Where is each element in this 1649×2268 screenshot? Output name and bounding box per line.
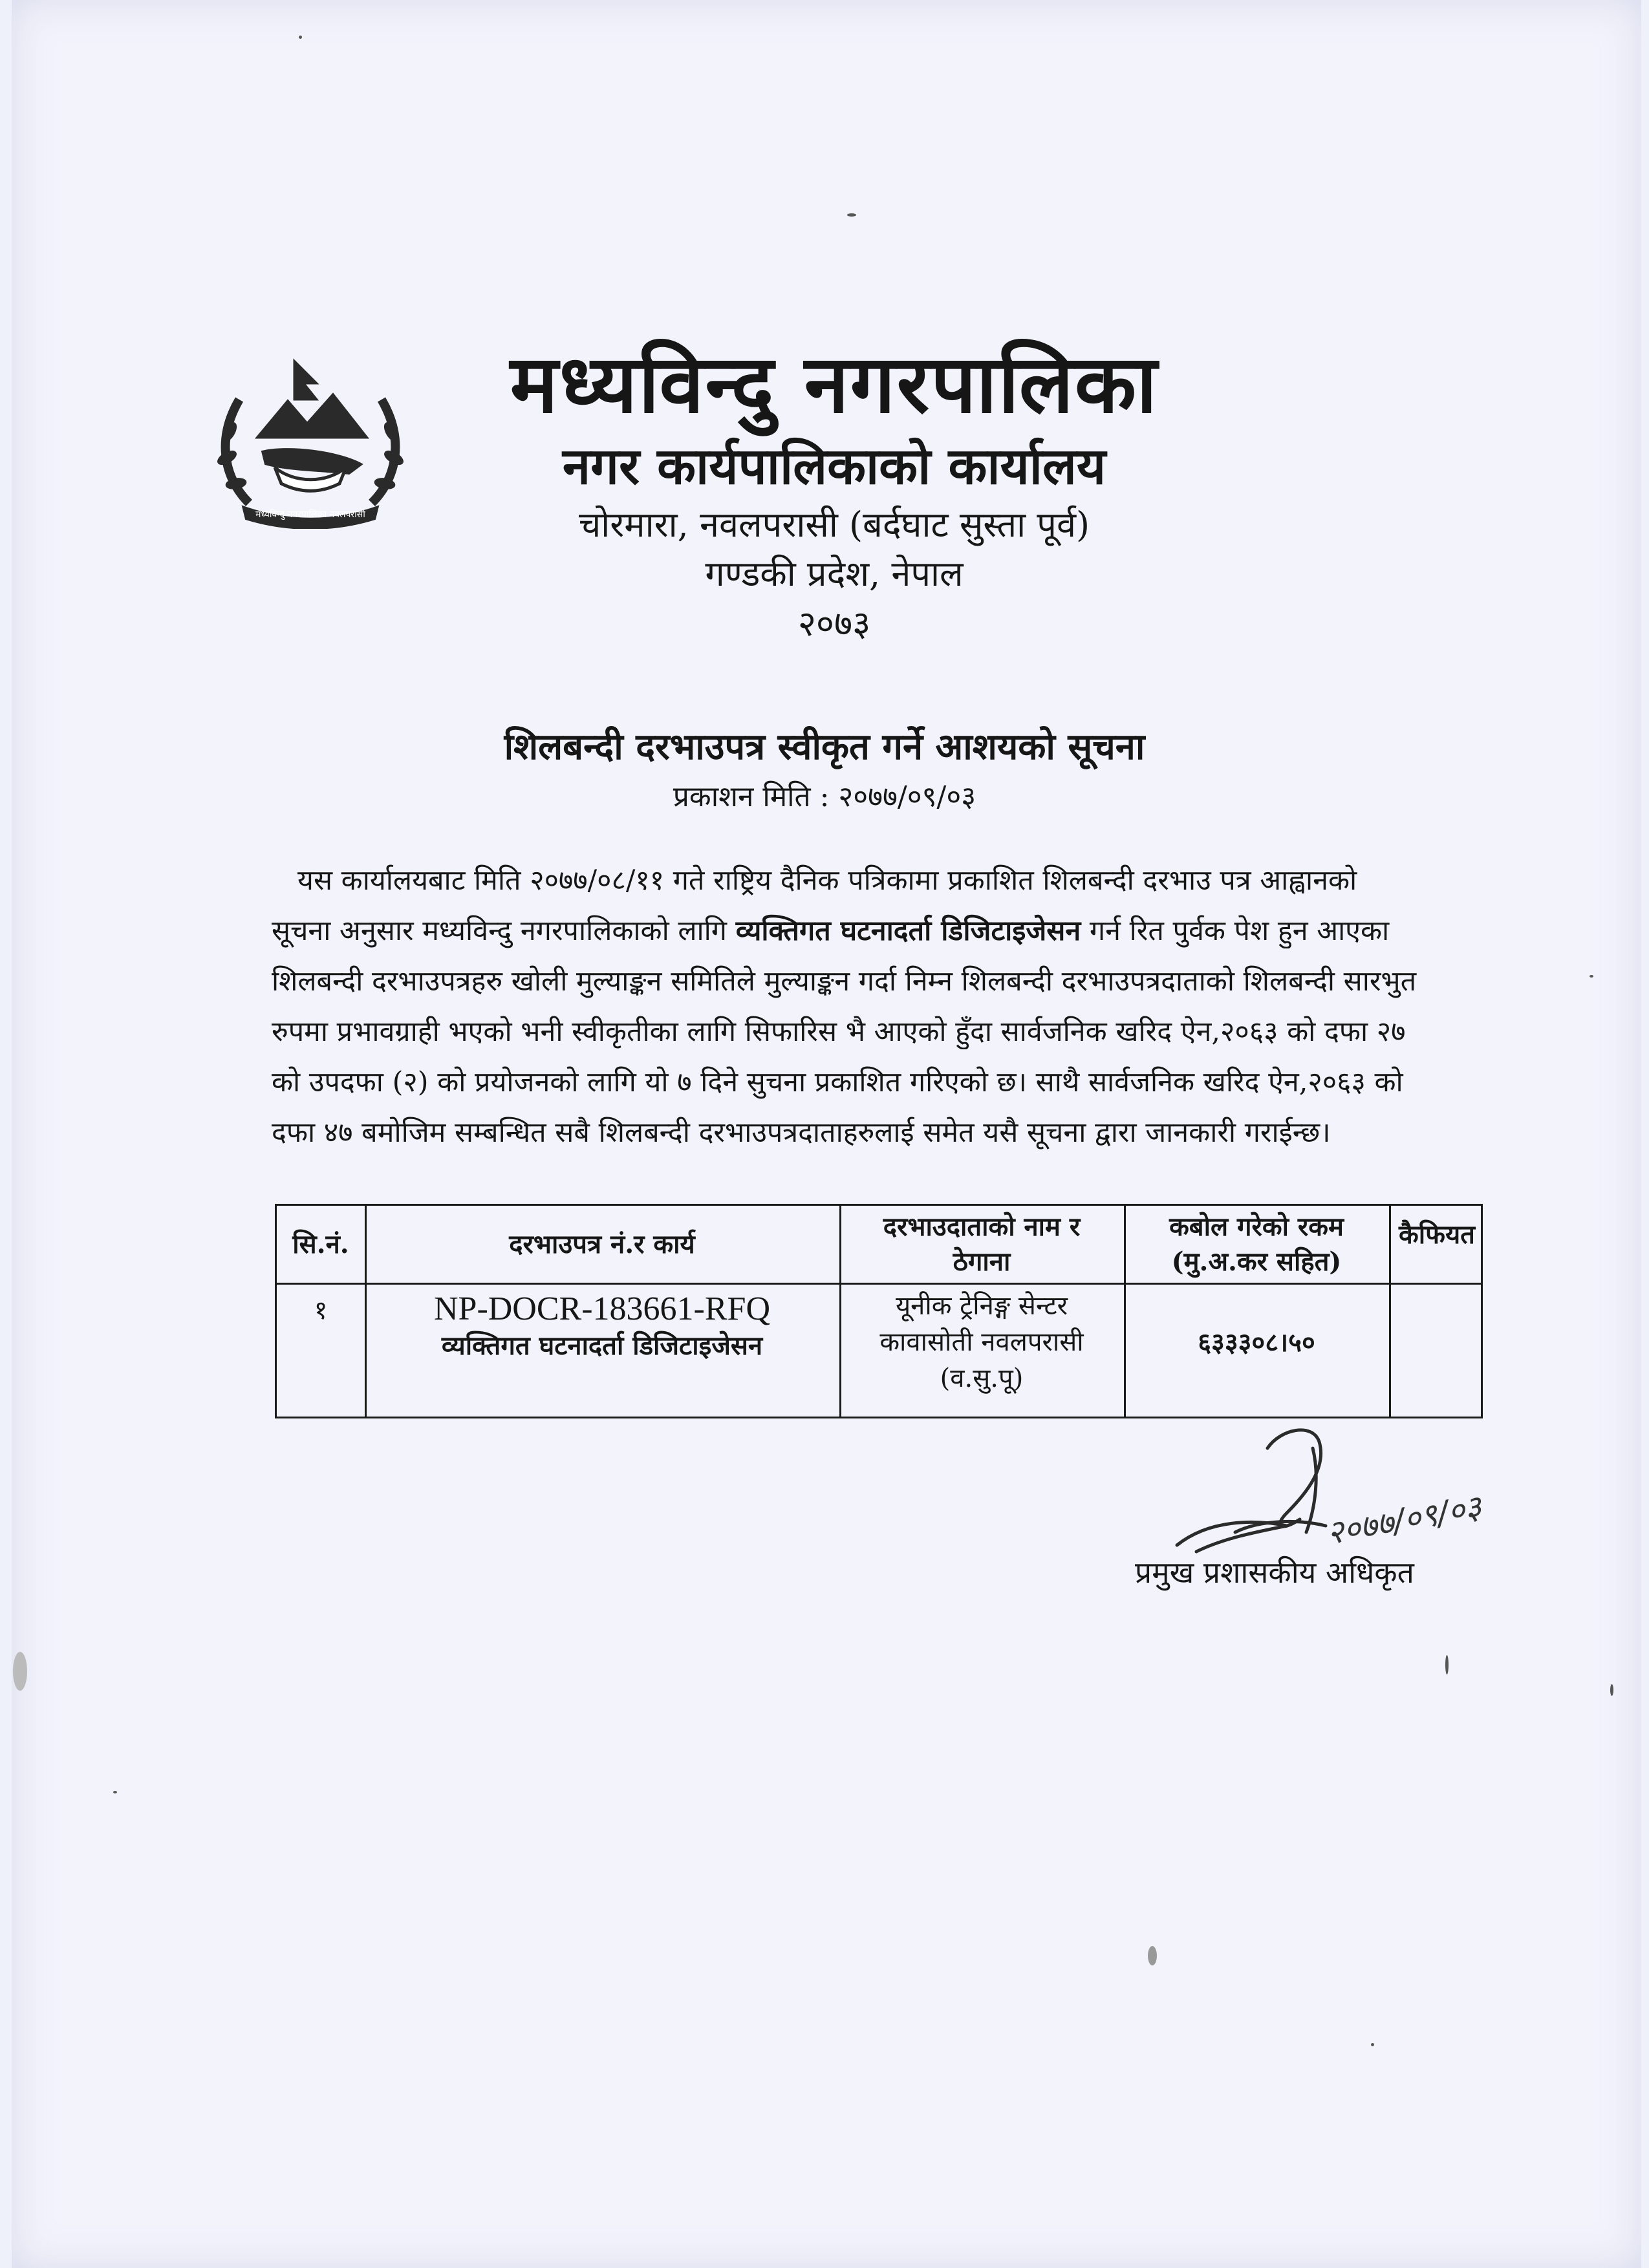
row-bidder-name: यूनीक ट्रेनिङ्ग सेन्टर (895, 1291, 1068, 1321)
scan-speck (113, 1791, 117, 1793)
header-remarks: कैफियत (1399, 1219, 1475, 1250)
body-line-4: रुपमा प्रभावग्राही भएको भनी स्वीकृतीका लागि सिफारिस भै आएको हुँदा सार्वजनिक खरिद ऐन,२०६३ को दफा २७ (272, 1016, 1406, 1048)
body-line-1: यस कार्यालयबाट मिति २०७७/०८/११ गते राष्ट्रिय दैनिक पत्रिकामा प्रकाशित शिलबन्दी दरभाउ पत्र आह्वानको (297, 864, 1357, 897)
scan-speck (1371, 2043, 1374, 2046)
row-bidder-address: कावासोती नवलपरासी (879, 1327, 1084, 1357)
body-line-6: दफा ४७ बमोजिम सम्बन्धित सबै शिलबन्दी दरभाउपत्रदाताहरुलाई समेत यसै सूचना द्वारा जानकारी गराईन्छ। (272, 1117, 1331, 1149)
project-name-highlight: व्यक्तिगत घटनादर्ता डिजिटाइजेसन (735, 915, 1081, 947)
body-line-3: शिलबन्दी दरभाउपत्रहरु खोली मुल्याङ्कन समितिले मुल्याङ्कन गर्दा निम्न शिलबन्दी दरभाउपत्रदाताको शिलबन्दी सारभुत (272, 965, 1417, 998)
header-sn: सि.नं. (292, 1229, 349, 1259)
scan-speck (847, 213, 856, 217)
notice-title: शिलबन्दी दरभाउपत्र स्वीकृत गर्ने आशयको सूचना (504, 725, 1145, 768)
row-sn: १ (314, 1296, 328, 1325)
office-address: चोरमारा, नवलपरासी (बर्दघाट सुस्ता पूर्व) (578, 504, 1090, 545)
government-emblem-icon (210, 354, 411, 529)
row-amount: ६३३३०८।५० (1198, 1327, 1315, 1358)
scan-speck (13, 1652, 27, 1691)
scan-speck (1610, 1684, 1613, 1696)
scan-speck (1590, 975, 1593, 978)
header-bidder-line2: ठेगाना (953, 1246, 1011, 1277)
header-bidder-line1: दरभाउदाताको नाम र (883, 1212, 1081, 1242)
body-line-2 (272, 910, 1500, 948)
establishment-year: २०७३ (797, 603, 871, 644)
row-contract-number: NP-DOCR-183661-RFQ (433, 1290, 771, 1327)
province-country: गण्डकी प्रदेश, नेपाल (705, 553, 964, 594)
row-bidder-region: (व.सु.पू) (940, 1364, 1024, 1393)
table-header-divider (277, 1283, 1481, 1285)
officer-title: प्रमुख प्रशासकीय अधिकृत (1135, 1555, 1414, 1590)
publish-date: प्रकाशन मिति : २०७७/०९/०३ (673, 780, 976, 813)
row-contract-work: व्यक्तिगत घटनादर्ता डिजिटाइजेसन (441, 1331, 763, 1361)
office-name: नगर कार्यपालिकाको कार्यालय (562, 437, 1106, 496)
scan-speck (1148, 1946, 1157, 1965)
body-line-2-start: सूचना अनुसार मध्यविन्दु नगरपालिकाको लागि (272, 915, 736, 947)
header-amount-line1: कबोल गरेको रकम (1169, 1212, 1344, 1242)
header-amount-line2: (मु.अ.कर सहित) (1171, 1246, 1342, 1277)
header-contract: दरभाउपत्र नं.र कार्य (509, 1229, 695, 1259)
signature-date: २०७७/०९/०३ (1324, 1488, 1485, 1552)
scan-speck (299, 36, 302, 39)
body-line-2-end: गर्न रित पुर्वक पेश हुन आएका (1081, 915, 1390, 947)
bid-table (275, 1204, 1483, 1418)
municipality-title: मध्यविन्दु नगरपालिका (510, 337, 1159, 431)
scan-speck (1445, 1655, 1449, 1674)
emblem-banner-text: मध्यविन्दु नगरपालिका नवलपरासी (255, 509, 365, 520)
body-line-5: को उपदफा (२) को प्रयोजनको लागि यो ७ दिने सुचना प्रकाशित गरिएको छ। साथै सार्वजनिक खरिद ऐन,२०६३ को (272, 1066, 1403, 1098)
